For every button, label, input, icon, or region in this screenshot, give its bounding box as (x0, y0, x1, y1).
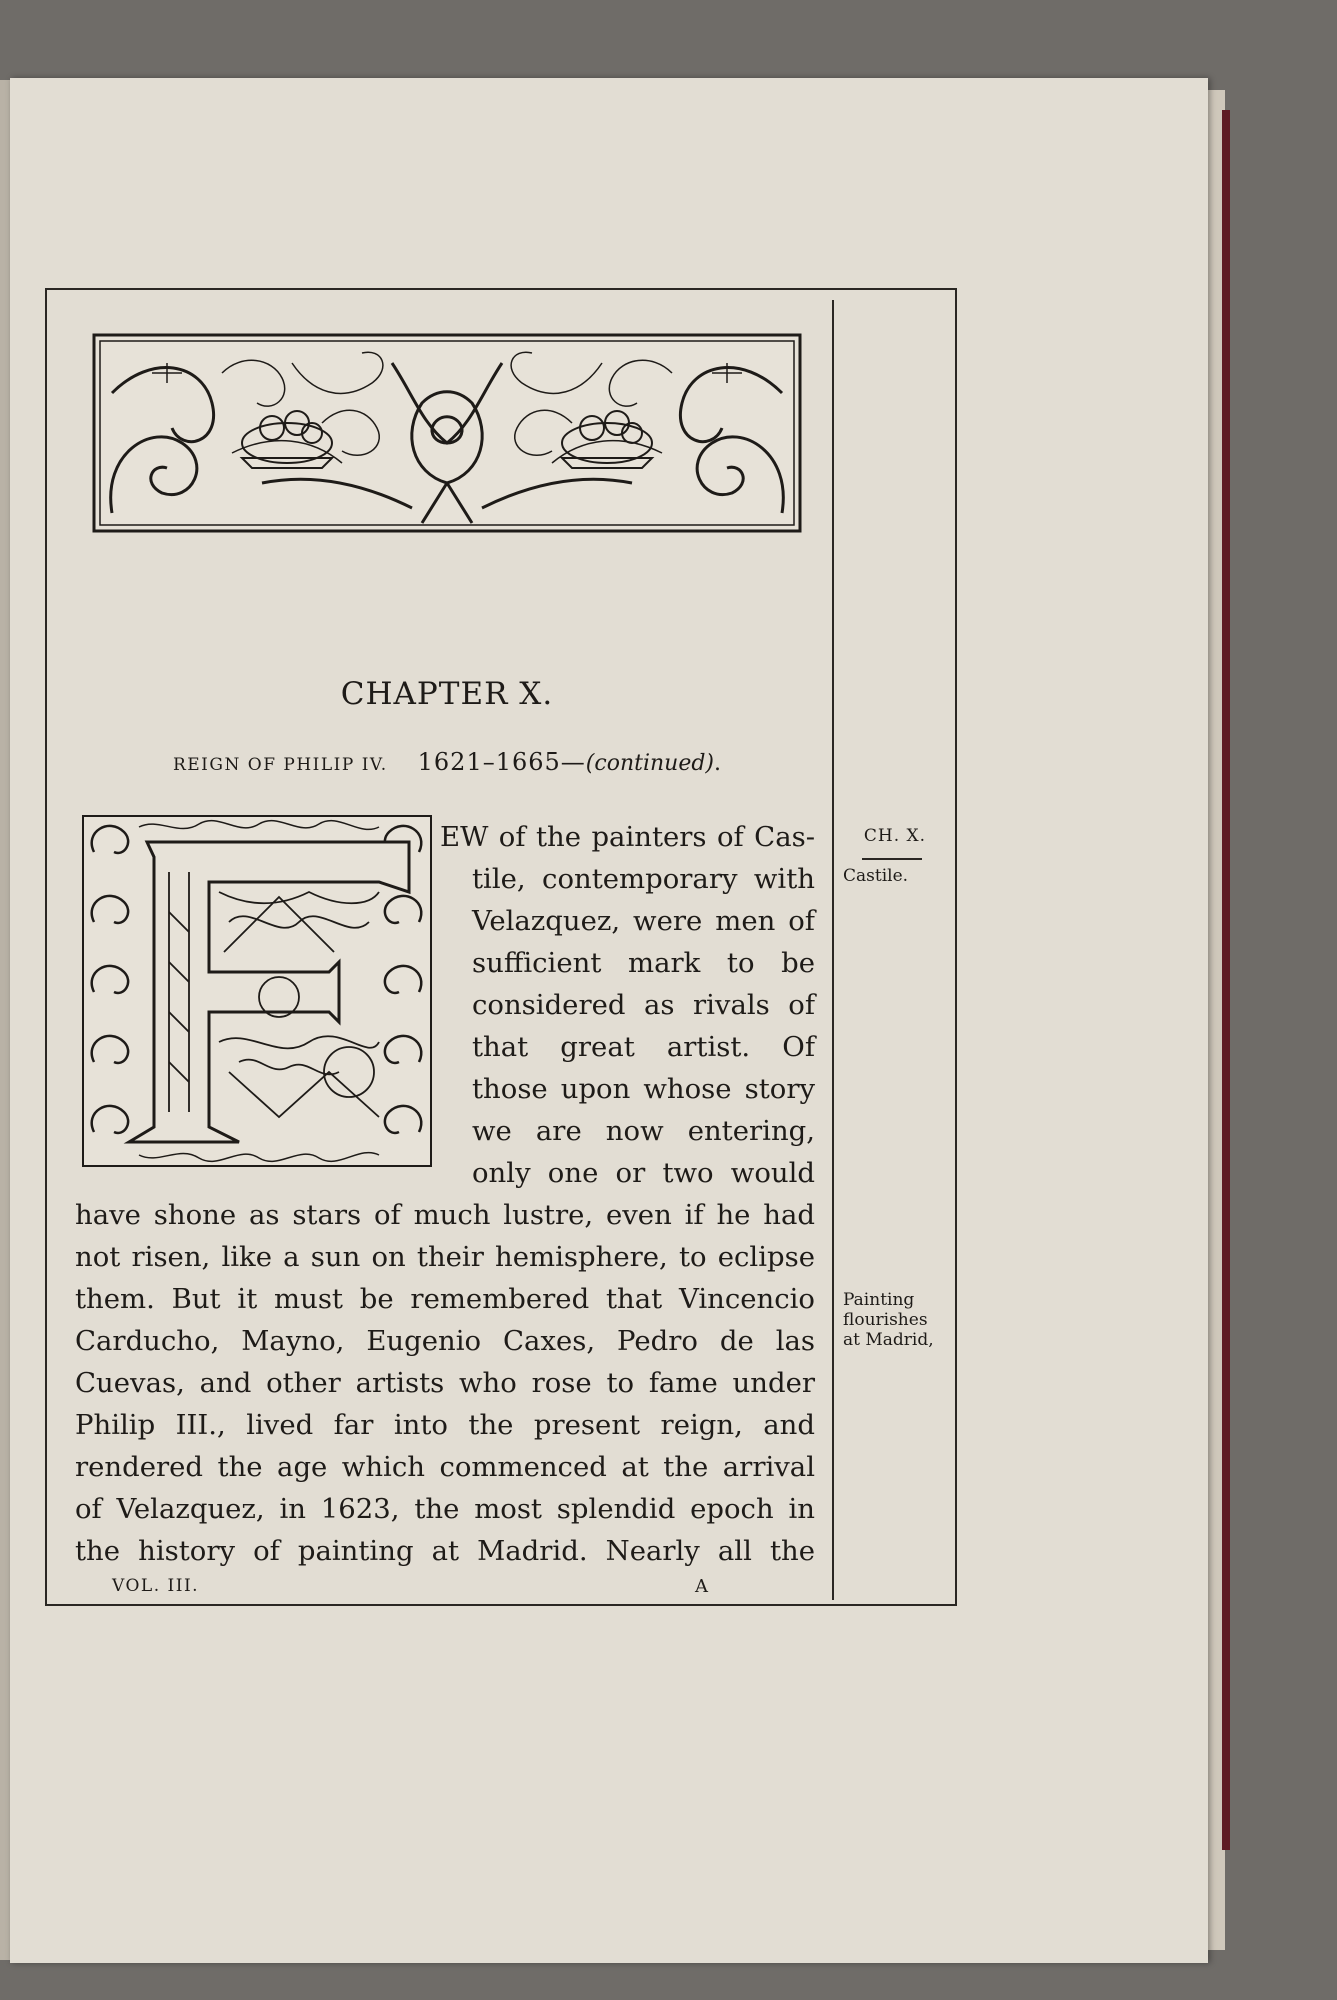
text-line: only one or two would (472, 1157, 815, 1189)
text-line: Cuevas, and other artists who rose to fame under (75, 1367, 815, 1399)
text-line: them. But it must be remembered that Vincencio (75, 1283, 815, 1315)
reign-continued: (continued) (585, 751, 715, 776)
text-line: considered as rivals of (472, 989, 815, 1021)
margin-chapter-ref: CH. X. (863, 826, 927, 846)
margin-note-castile: Castile. (843, 866, 909, 886)
margin-note-line: Painting (843, 1290, 915, 1310)
text-line: Philip III., lived far into the present reign, and (75, 1409, 815, 1441)
text-line: sufficient mark to be (472, 947, 815, 979)
text-line: not risen, like a sun on their hemisphere, to eclipse (75, 1241, 815, 1273)
margin-rule (862, 858, 922, 860)
text-line: EW of the painters of Cas- (440, 821, 815, 853)
reign-subtitle (92, 748, 802, 776)
footer-volume: VOL. III. (112, 1576, 200, 1596)
book-cover-edge (1222, 110, 1230, 1850)
ornamental-headpiece (92, 333, 802, 533)
chapter-title: CHAPTER X. (340, 676, 554, 712)
footer-signature: A (695, 1576, 708, 1597)
text-line: Velazquez, were men of (472, 905, 815, 937)
text-line: tile, contemporary with (472, 863, 815, 895)
text-line: those upon whose story (472, 1073, 815, 1105)
text-line: Carducho, Mayno, Eugenio Caxes, Pedro de las (75, 1325, 815, 1357)
text-line: of Velazquez, in 1623, the most splendid epoch in (75, 1493, 815, 1525)
reign-dates: 1621–1665— (417, 748, 586, 776)
text-line: the history of painting at Madrid. Nearly all the (75, 1535, 815, 1567)
reign-label: REIGN OF PHILIP IV. (172, 755, 388, 775)
margin-note-line: flourishes (843, 1310, 928, 1330)
decorated-dropcap (79, 812, 435, 1170)
text-line: that great artist. Of (472, 1031, 815, 1063)
text-line: have shone as stars of much lustre, even if he had (75, 1199, 815, 1231)
text-line: rendered the age which commenced at the arrival (75, 1451, 815, 1483)
margin-divider (832, 300, 834, 1600)
reign-close: . (714, 751, 722, 776)
margin-note-line: at Madrid, (843, 1330, 934, 1350)
text-line: we are now entering, (472, 1115, 815, 1147)
margin-note-painting (843, 1290, 953, 1350)
